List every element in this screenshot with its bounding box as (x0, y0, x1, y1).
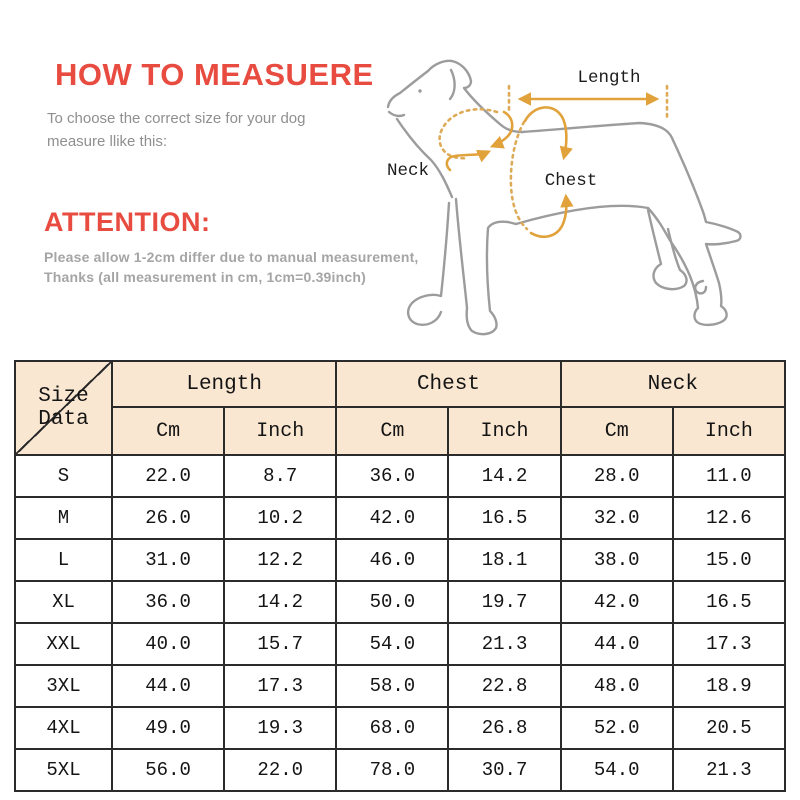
length-cm-cell: 49.0 (112, 707, 224, 749)
length-inch-cell: 15.7 (224, 623, 336, 665)
unit-header-chest-cm: Cm (336, 407, 448, 455)
dog-eye (418, 89, 421, 92)
chest-dashed-ellipse (511, 122, 527, 229)
column-group-length: Length (112, 361, 336, 407)
neck-inch-cell: 16.5 (673, 581, 785, 623)
length-cm-cell: 22.0 (112, 455, 224, 497)
neck-cm-cell: 48.0 (561, 665, 673, 707)
chest-inch-cell: 26.8 (448, 707, 560, 749)
length-inch-cell: 10.2 (224, 497, 336, 539)
chest-arrow-bottom (531, 197, 566, 237)
chest-inch-cell: 18.1 (448, 539, 560, 581)
size-table (14, 360, 786, 792)
dog-outline-drawing (388, 61, 740, 334)
neck-inch-cell: 21.3 (673, 749, 785, 791)
chest-inch-cell: 16.5 (448, 497, 560, 539)
attention-line-1: Please allow 1-2cm differ due to manual measurement, (44, 249, 419, 265)
length-inch-cell: 12.2 (224, 539, 336, 581)
neck-measure-annotation (440, 109, 513, 170)
chest-inch-cell: 14.2 (448, 455, 560, 497)
neck-cm-cell: 52.0 (561, 707, 673, 749)
subtitle (47, 108, 305, 153)
neck-cm-cell: 54.0 (561, 749, 673, 791)
chest-cm-cell: 50.0 (336, 581, 448, 623)
unit-header-length-cm: Cm (112, 407, 224, 455)
chest-cm-cell: 78.0 (336, 749, 448, 791)
neck-inch-cell: 17.3 (673, 623, 785, 665)
size-label-cell: 3XL (15, 665, 112, 707)
length-cm-cell: 26.0 (112, 497, 224, 539)
length-cm-cell: 31.0 (112, 539, 224, 581)
size-label-cell: M (15, 497, 112, 539)
unit-header-neck-cm: Cm (561, 407, 673, 455)
neck-inch-cell: 12.6 (673, 497, 785, 539)
size-table-header (15, 361, 785, 455)
table-row (15, 707, 785, 749)
table-row (15, 665, 785, 707)
size-label-cell: 5XL (15, 749, 112, 791)
length-inch-cell: 17.3 (224, 665, 336, 707)
attention-line-2: Thanks (all measurement in cm, 1cm=0.39inch) (44, 269, 366, 286)
unit-header-neck-inch: Inch (673, 407, 785, 455)
table-row (15, 455, 785, 497)
attention-title: ATTENTION: (44, 207, 211, 237)
chest-cm-cell: 36.0 (336, 455, 448, 497)
neck-label: Neck (386, 161, 430, 181)
chest-inch-cell: 22.8 (448, 665, 560, 707)
column-group-chest: Chest (336, 361, 560, 407)
length-cm-cell: 40.0 (112, 623, 224, 665)
subtitle-line-1: To choose the correct size for your dog (47, 110, 306, 127)
neck-cm-cell: 42.0 (561, 581, 673, 623)
chest-label: Chest (544, 171, 598, 191)
chest-inch-cell: 19.7 (448, 581, 560, 623)
page-title: HOW TO MEASUERE (55, 57, 374, 92)
size-table-corner-cell (15, 361, 112, 455)
table-row (15, 497, 785, 539)
chest-cm-cell: 42.0 (336, 497, 448, 539)
unit-header-length-inch: Inch (224, 407, 336, 455)
length-cm-cell: 56.0 (112, 749, 224, 791)
chest-cm-cell: 58.0 (336, 665, 448, 707)
size-label-cell: 4XL (15, 707, 112, 749)
column-group-neck: Neck (561, 361, 785, 407)
attention-note (44, 247, 419, 288)
length-cm-cell: 44.0 (112, 665, 224, 707)
chest-inch-cell: 21.3 (448, 623, 560, 665)
neck-cm-cell: 44.0 (561, 623, 673, 665)
neck-inch-cell: 18.9 (673, 665, 785, 707)
table-row (15, 623, 785, 665)
unit-header-row (15, 407, 785, 455)
size-label-cell: XL (15, 581, 112, 623)
length-inch-cell: 19.3 (224, 707, 336, 749)
size-table-body (15, 455, 785, 791)
corner-label: Size Data (38, 385, 89, 431)
table-row (15, 539, 785, 581)
length-inch-cell: 22.0 (224, 749, 336, 791)
size-label-cell: XXL (15, 623, 112, 665)
neck-inch-cell: 20.5 (673, 707, 785, 749)
length-cm-cell: 36.0 (112, 581, 224, 623)
neck-inch-cell: 15.0 (673, 539, 785, 581)
group-header-row (15, 361, 785, 407)
neck-inch-cell: 11.0 (673, 455, 785, 497)
table-row (15, 581, 785, 623)
neck-cm-cell: 32.0 (561, 497, 673, 539)
table-row (15, 749, 785, 791)
chest-cm-cell: 46.0 (336, 539, 448, 581)
length-label: Length (577, 68, 641, 88)
neck-arrow-lower (447, 152, 488, 170)
chest-inch-cell: 30.7 (448, 749, 560, 791)
chest-cm-cell: 68.0 (336, 707, 448, 749)
subtitle-line-2: measure llike this: (47, 132, 168, 150)
size-label-cell: S (15, 455, 112, 497)
chest-cm-cell: 54.0 (336, 623, 448, 665)
neck-cm-cell: 38.0 (561, 539, 673, 581)
neck-cm-cell: 28.0 (561, 455, 673, 497)
length-inch-cell: 14.2 (224, 581, 336, 623)
size-label-cell: L (15, 539, 112, 581)
dog-measurement-diagram (373, 40, 800, 352)
length-inch-cell: 8.7 (224, 455, 336, 497)
unit-header-chest-inch: Inch (448, 407, 560, 455)
